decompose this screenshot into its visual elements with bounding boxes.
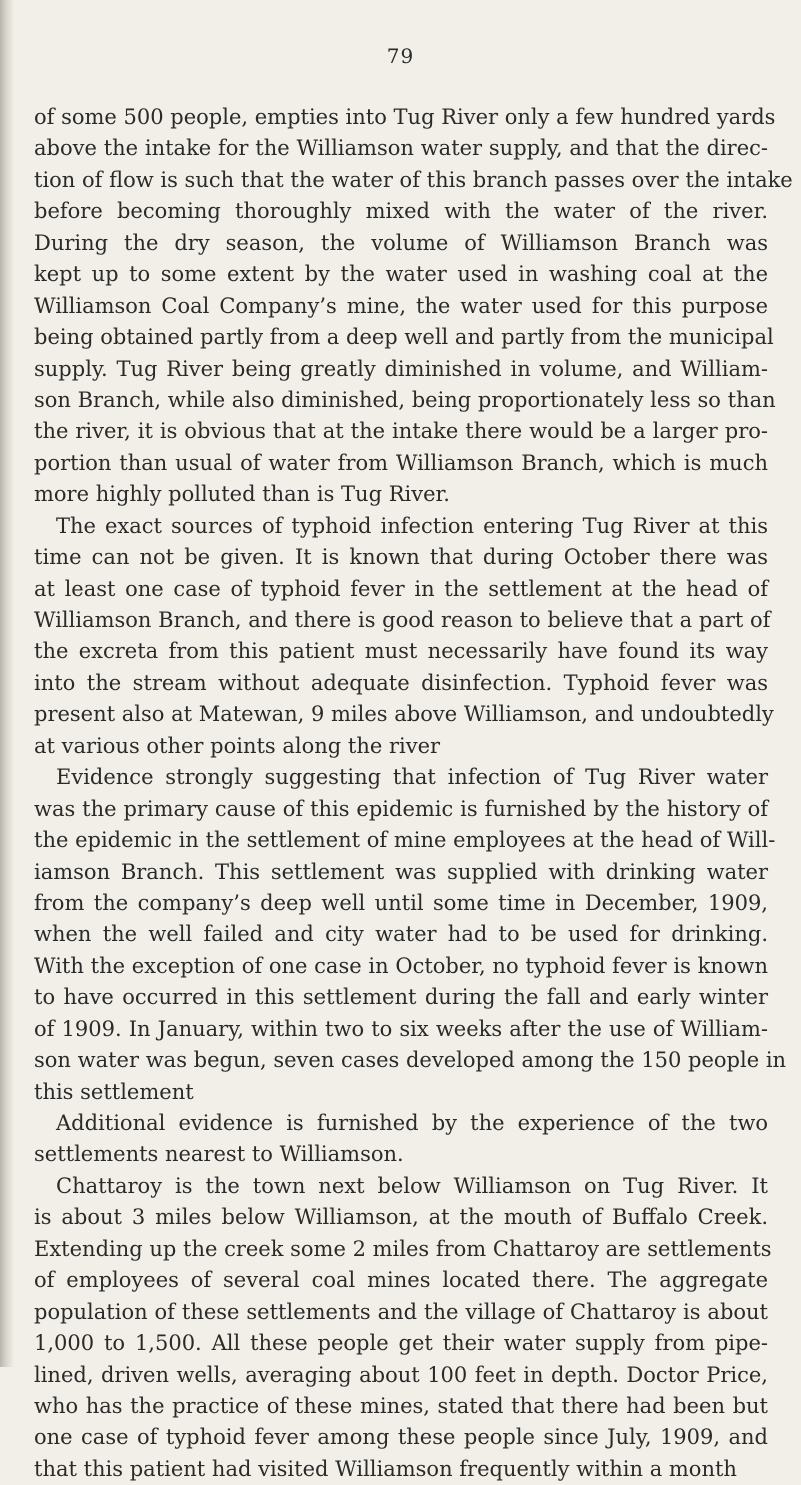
text-line: before becoming thoroughly mixed with the water of the river.	[34, 199, 768, 224]
paragraph	[34, 1108, 768, 1171]
text-line: one case of typhoid fever among these people since July, 1909, and	[34, 1425, 768, 1450]
text-line: lined, driven wells, averaging about 100 feet in depth. Doctor Price,	[34, 1362, 768, 1387]
page-body	[34, 102, 793, 1485]
text-line: kept up to some extent by the water used in washing coal at the	[34, 262, 768, 287]
paragraph	[34, 762, 787, 1108]
text-line: iamson Branch. This settlement was supplied with drinking water	[34, 859, 768, 884]
text-line: time can not be given. It is known that during October there was	[34, 545, 768, 570]
page-gutter-shadow	[0, 0, 14, 1367]
text-line: was the primary cause of this epidemic is furnished by the history of	[34, 796, 768, 821]
text-line: to have occurred in this settlement during the fall and early winter	[34, 985, 768, 1010]
text-line: of employees of several coal mines located there. The aggregate	[34, 1268, 768, 1293]
text-line: son water was begun, seven cases developed among the 150 people in	[34, 1048, 787, 1073]
text-line: Williamson Coal Company’s mine, the water used for this purpose	[34, 293, 768, 318]
text-line: 1,000 to 1,500. All these people get their water supply from pipe-	[34, 1331, 768, 1356]
text-line: Extending up the creek some 2 miles from Chattaroy are settlements	[34, 1236, 772, 1261]
text-line: During the dry season, the volume of Williamson Branch was	[34, 230, 768, 255]
text-line: more highly polluted than is Tug River.	[34, 482, 450, 507]
text-line: is about 3 miles below Williamson, at the mouth of Buffalo Creek.	[34, 1205, 768, 1230]
text-line: the excreta from this patient must necessarily have found its way	[34, 639, 768, 664]
text-line: settlements nearest to Williamson.	[34, 1142, 404, 1167]
text-line: Williamson Branch, and there is good reason to believe that a part of	[34, 608, 771, 632]
text-line: population of these settlements and the village of Chattaroy is about	[34, 1299, 768, 1324]
text-line: who has the practice of these mines, stated that there had been but	[34, 1393, 768, 1418]
text-line: of 1909. In January, within two to six weeks after the use of William-	[34, 1016, 768, 1041]
text-line: supply. Tug River being greatly diminished in volume, and William-	[34, 356, 768, 381]
text-line: Additional evidence is furnished by the experience of the two	[56, 1111, 768, 1135]
text-line: when the well failed and city water had to be used for drinking.	[34, 922, 768, 947]
text-line: at least one case of typhoid fever in the settlement at the head of	[34, 576, 768, 601]
page-number: 79	[386, 44, 415, 68]
text-line: the river, it is obvious that at the intake there would be a larger pro-	[34, 419, 768, 444]
text-line: into the stream without adequate disinfection. Typhoid fever was	[34, 670, 768, 695]
paragraph	[34, 511, 774, 763]
paragraph	[34, 1171, 772, 1485]
text-line: of some 500 people, empties into Tug River only a few hundred yards	[34, 105, 776, 129]
text-line: that this patient had visited Williamson frequently within a month	[34, 1456, 737, 1481]
text-line: tion of flow is such that the water of this branch passes over the intake	[34, 167, 793, 192]
text-line: son Branch, while also diminished, being proportionately less so than	[34, 387, 776, 412]
text-line: Chattaroy is the town next below Williamson on Tug River. It	[56, 1173, 768, 1198]
text-line: above the intake for the Williamson water supply, and that the direc-	[34, 136, 768, 161]
text-line: the epidemic in the settlement of mine employees at the head of Will-	[34, 828, 776, 853]
text-line: With the exception of one case in October, no typhoid fever is known	[34, 953, 768, 978]
text-line: The exact sources of typhoid infection entering Tug River at this	[56, 513, 768, 538]
text-line: at various other points along the river	[34, 733, 441, 758]
text-line: this settlement	[34, 1079, 194, 1104]
text-line: from the company’s deep well until some time in December, 1909,	[34, 890, 768, 915]
text-line: present also at Matewan, 9 miles above Williamson, and undoubtedly	[34, 702, 774, 727]
text-line: portion than usual of water from Williamson Branch, which is much	[34, 450, 768, 475]
paragraph	[34, 102, 793, 511]
text-line: being obtained partly from a deep well and partly from the municipal	[34, 325, 774, 350]
text-line: Evidence strongly suggesting that infection of Tug River water	[56, 765, 768, 790]
